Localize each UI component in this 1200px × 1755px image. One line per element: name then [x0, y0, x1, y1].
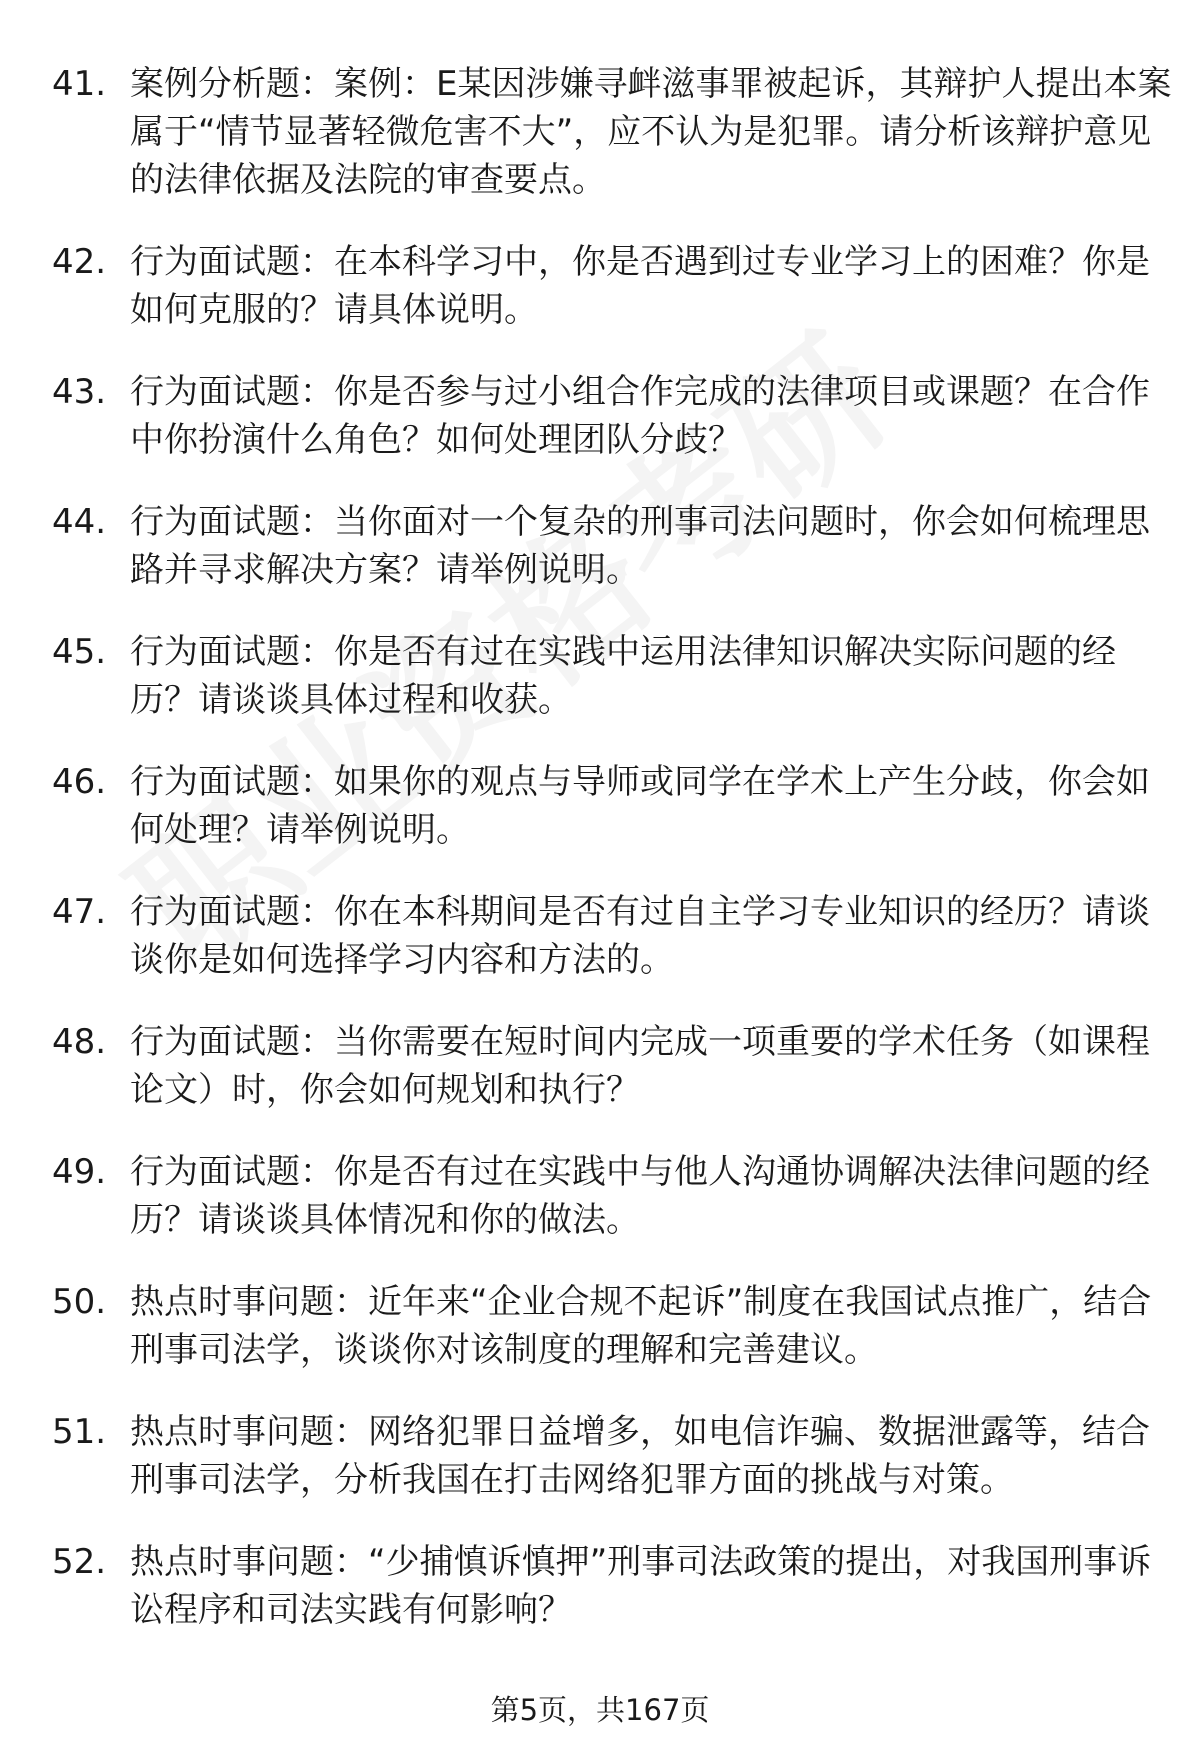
question-list — [52, 60, 1172, 1668]
question-item — [52, 238, 1152, 334]
question-number: 46. — [52, 762, 107, 802]
question-text: 行为面试题：当你需要在短时间内完成一项重要的学术任务（如课程论文）时，你会如何规划和执行？ — [130, 1022, 1150, 1110]
question-text: 行为面试题：当你面对一个复杂的刑事司法问题时，你会如何梳理思路并寻求解决方案？请举例说明。 — [130, 502, 1150, 590]
question-item — [52, 1148, 1152, 1244]
question-item — [52, 888, 1152, 984]
question-number: 47. — [52, 892, 107, 932]
question-text: 行为面试题：你在本科期间是否有过自主学习专业知识的经历？请谈谈你是如何选择学习内容和方法的。 — [130, 892, 1150, 980]
question-item — [52, 628, 1152, 724]
page-indicator: 第5页，共167页 — [490, 1693, 710, 1727]
question-item — [52, 368, 1152, 464]
question-item — [52, 498, 1152, 594]
question-item — [52, 758, 1152, 854]
question-text: 行为面试题：在本科学习中，你是否遇到过专业学习上的困难？你是如何克服的？请具体说明。 — [130, 242, 1150, 330]
question-text: 行为面试题：你是否有过在实践中运用法律知识解决实际问题的经历？请谈谈具体过程和收获。 — [130, 632, 1116, 720]
question-item — [52, 1278, 1152, 1374]
question-number: 41. — [52, 64, 107, 104]
question-number: 52. — [52, 1542, 107, 1582]
question-number: 42. — [52, 242, 107, 282]
question-number: 51. — [52, 1412, 107, 1452]
question-text: 行为面试题：你是否参与过小组合作完成的法律项目或课题？在合作中你扮演什么角色？如何处理团队分歧？ — [130, 372, 1150, 460]
question-number: 48. — [52, 1022, 107, 1062]
question-number: 49. — [52, 1152, 107, 1192]
question-text: 行为面试题：如果你的观点与导师或同学在学术上产生分歧，你会如何处理？请举例说明。 — [130, 762, 1150, 850]
question-number: 50. — [52, 1282, 107, 1322]
question-number: 45. — [52, 632, 107, 672]
question-number: 43. — [52, 372, 107, 412]
question-text: 案例分析题：案例：E某因涉嫌寻衅滋事罪被起诉，其辩护人提出本案属于“情节显著轻微危害不大”，应不认为是犯罪。请分析该辩护意见的法律依据及法院的审查要点。 — [130, 64, 1172, 200]
question-text: 热点时事问题：近年来“企业合规不起诉”制度在我国试点推广，结合刑事司法学，谈谈你对该制度的理解和完善建议。 — [130, 1282, 1152, 1370]
question-text: 热点时事问题：网络犯罪日益增多，如电信诈骗、数据泄露等，结合刑事司法学，分析我国在打击网络犯罪方面的挑战与对策。 — [130, 1412, 1150, 1500]
question-item — [52, 1538, 1152, 1634]
question-item — [52, 60, 1172, 204]
question-item — [52, 1408, 1152, 1504]
question-text: 行为面试题：你是否有过在实践中与他人沟通协调解决法律问题的经历？请谈谈具体情况和你的做法。 — [130, 1152, 1150, 1240]
question-item — [52, 1018, 1152, 1114]
question-text: 热点时事问题：“少捕慎诉慎押”刑事司法政策的提出，对我国刑事诉讼程序和司法实践有何影响？ — [130, 1542, 1152, 1630]
question-number: 44. — [52, 502, 107, 542]
